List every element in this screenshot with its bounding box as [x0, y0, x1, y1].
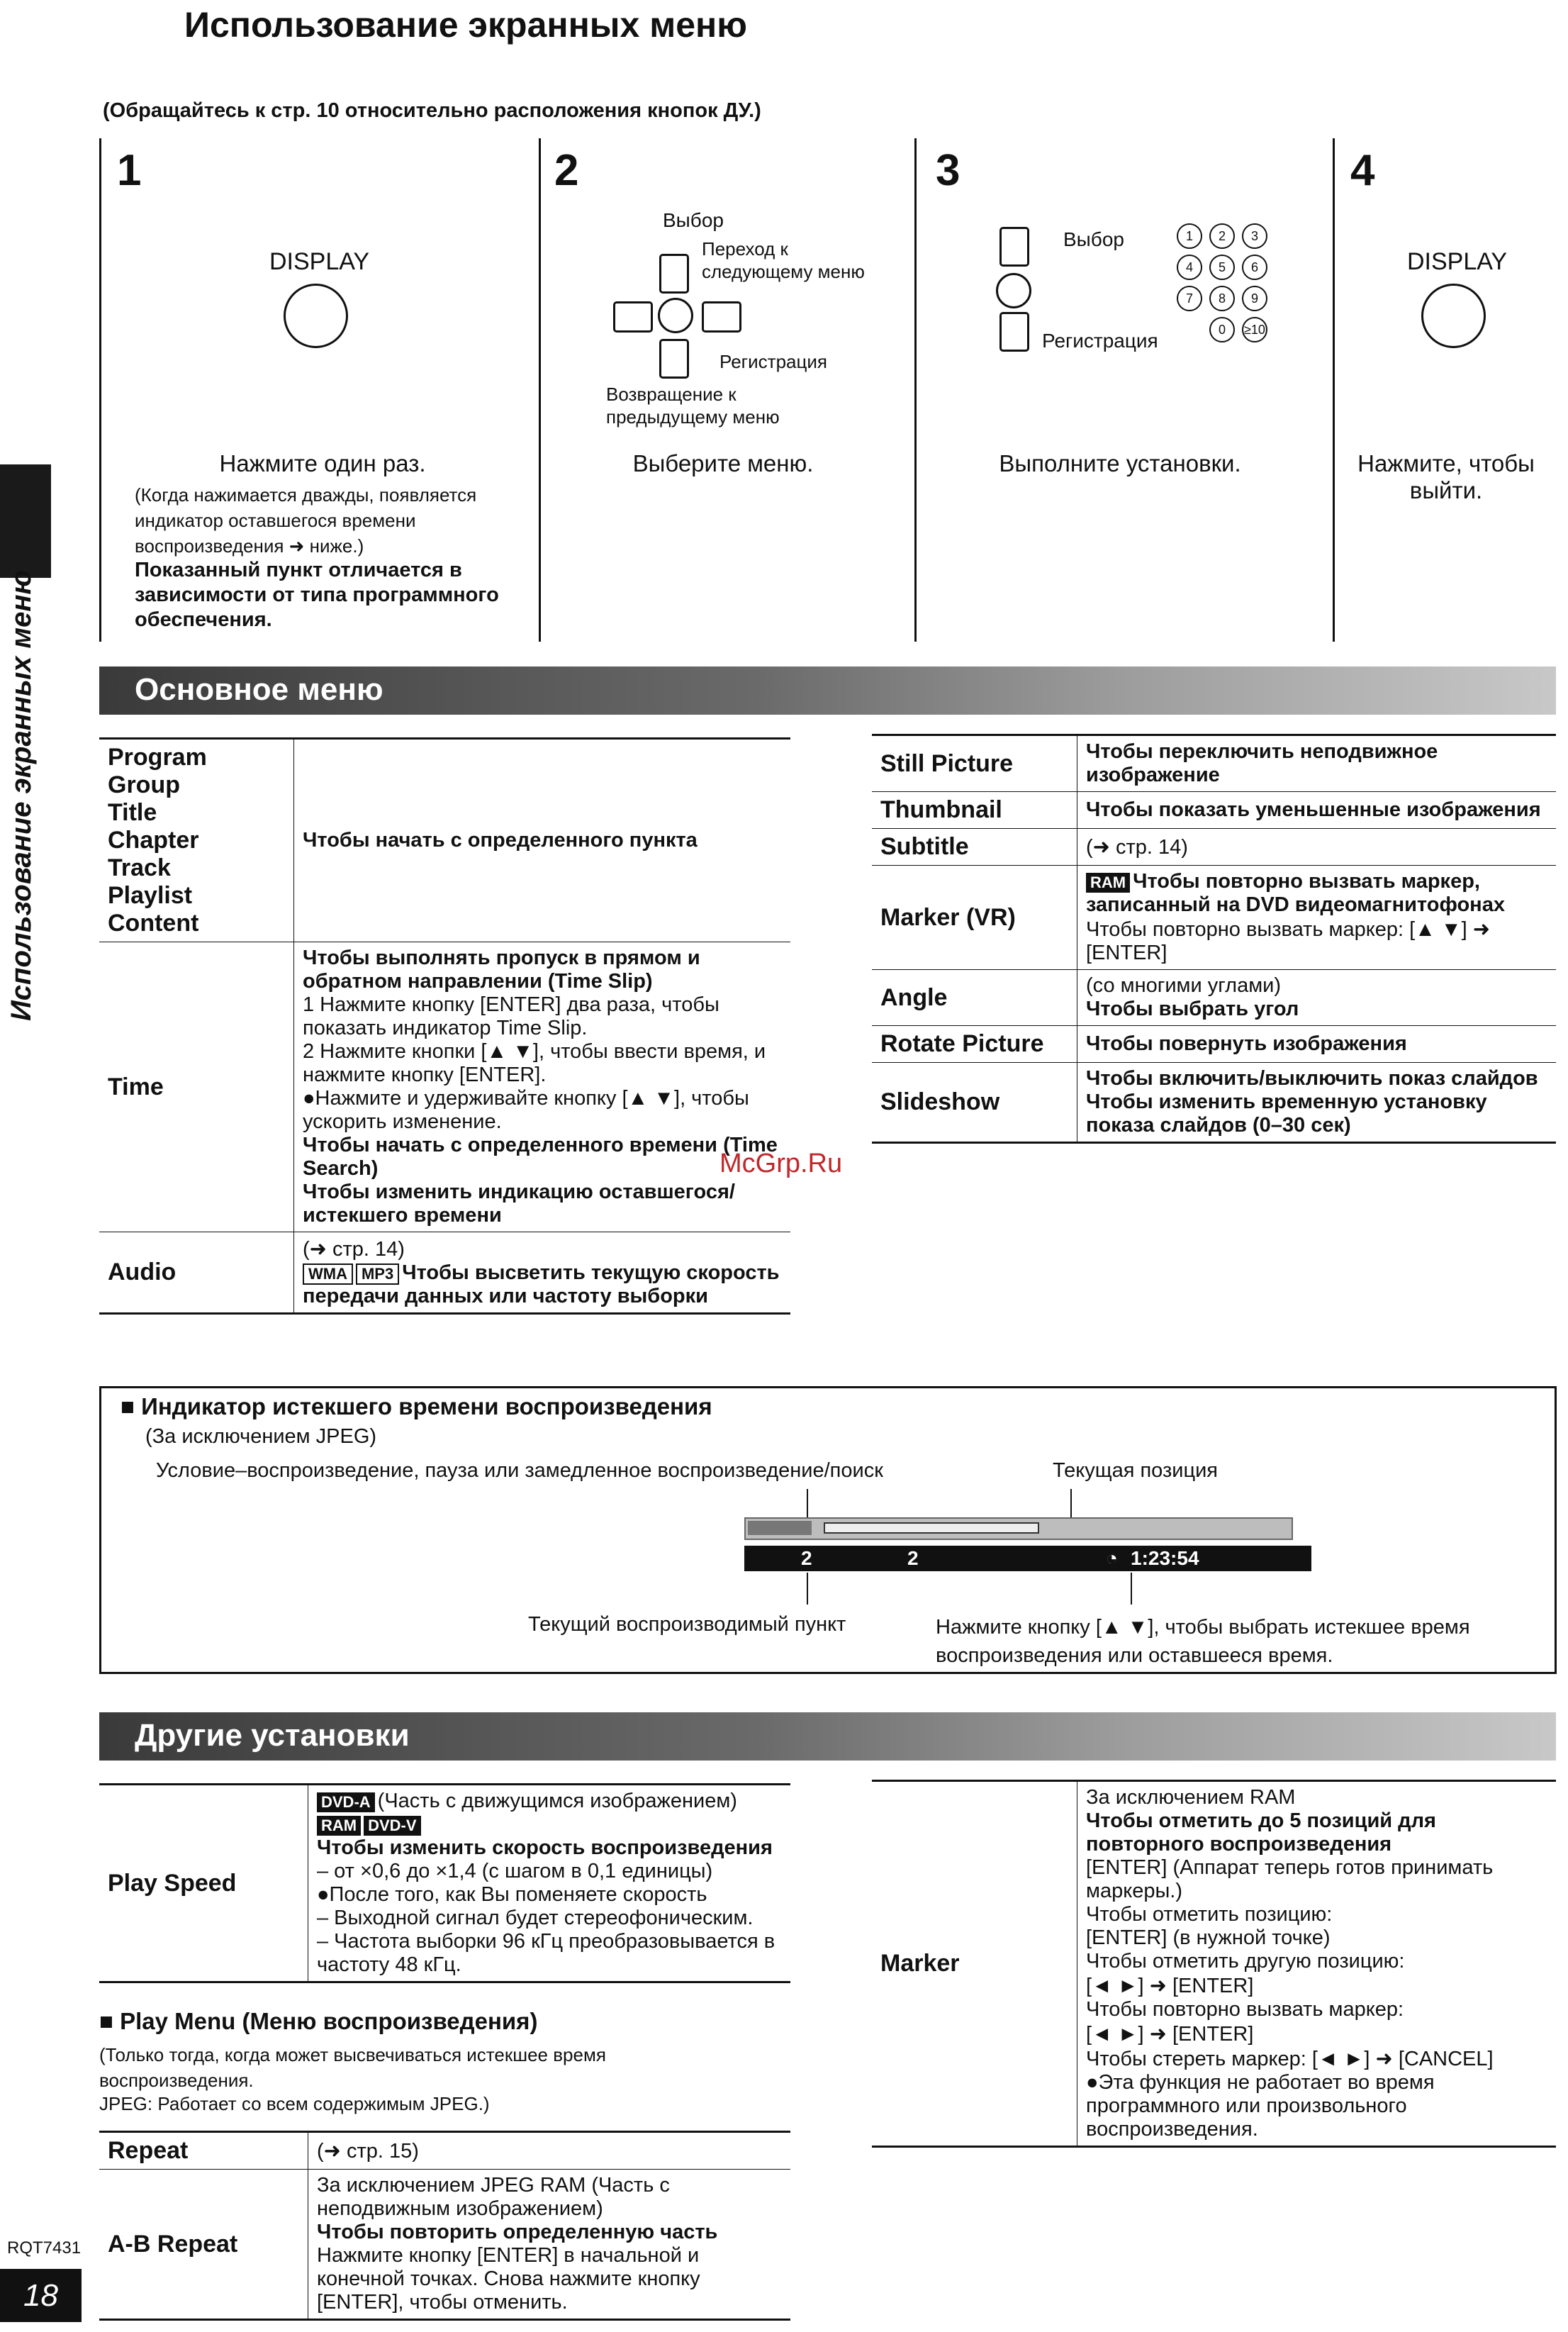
- cell-line-text: (➜ стр. 15): [317, 2140, 419, 2163]
- cell-line-text: – от ×0,6 до ×1,4 (с шагом в 0,1 единицы): [317, 1860, 713, 1882]
- section-heading-text: Основное меню: [135, 672, 383, 707]
- table-row: [872, 970, 1556, 1026]
- play-menu-heading: ■ Play Menu (Меню воспроизведения): [99, 2008, 538, 2034]
- media-tag: WMA: [303, 1263, 353, 1285]
- indicator-bar: [744, 1546, 1311, 1571]
- enter-key[interactable]: [658, 298, 693, 333]
- cell-line: [1086, 798, 1547, 822]
- keypad-key[interactable]: 8: [1209, 286, 1235, 311]
- row-label: Marker: [872, 1781, 1077, 2147]
- play-menu-jpeg-note: JPEG: Работает со всем содержимым JPEG.): [99, 2093, 490, 2114]
- row-label: Thumbnail: [872, 792, 1077, 829]
- side-tab-marker: [0, 464, 51, 578]
- table-row: [872, 829, 1556, 866]
- current-item-label: Текущий воспроизводимый пункт: [528, 1613, 846, 1636]
- page-number: 18: [0, 2269, 82, 2322]
- step-caption: Нажмите, чтобы выйти.: [1357, 450, 1535, 503]
- row-content: [308, 2132, 791, 2170]
- cell-line-text: [ENTER] (Аппарат теперь готов принимать маркеры.): [1086, 1856, 1494, 1902]
- cell-line-text: Чтобы повторно вызвать маркер: [▲ ▼] ➜ [ENTER]: [1086, 918, 1491, 964]
- play-speed-table: [99, 1783, 790, 1983]
- up-key[interactable]: [999, 227, 1029, 267]
- cell-line: [317, 1813, 782, 1836]
- table-row: [99, 1785, 790, 1982]
- cell-line: [317, 2138, 782, 2163]
- cell-line: [1086, 1809, 1547, 1856]
- label-select: Выбор: [663, 209, 724, 231]
- cell-line: [1086, 1926, 1547, 1950]
- side-section-label: Использование экранных меню: [6, 569, 37, 1021]
- row-label: Repeat: [99, 2132, 308, 2170]
- cell-line-text: Чтобы отметить позицию:: [1086, 1903, 1333, 1926]
- row-content: [1077, 792, 1557, 829]
- play-menu-table: [99, 2131, 790, 2321]
- table-row: [872, 1063, 1556, 1143]
- display-button[interactable]: [284, 284, 348, 348]
- row-content: [1077, 1781, 1557, 2147]
- cell-line-text: (со многими углами): [1086, 974, 1282, 997]
- cell-line-text: Чтобы показать уменьшенные изображения: [1086, 798, 1541, 821]
- step-note: (Когда нажимается дважды, появляется индикатор оставшегося времени воспроизведения ➜ ниже.): [135, 484, 477, 557]
- cell-line: [1086, 1950, 1547, 1973]
- cell-line: [1086, 1973, 1547, 1998]
- cell-line-text: За исключением JPEG RAM (Часть с неподвижным изображением): [317, 2174, 670, 2220]
- enter-key[interactable]: [996, 273, 1031, 308]
- cell-line: [317, 1836, 782, 1860]
- cell-line: [1086, 870, 1547, 917]
- keypad-key[interactable]: 6: [1242, 255, 1267, 280]
- page-title: Использование экранных меню: [184, 5, 747, 45]
- step-divider: [914, 138, 917, 642]
- table-row: [872, 792, 1556, 829]
- step-divider: [99, 138, 101, 642]
- row-label: Audio: [99, 1232, 294, 1314]
- display-label: DISPLAY: [269, 248, 370, 275]
- cell-line-text: Чтобы повернуть изображения: [1086, 1032, 1407, 1055]
- cell-line-text: 1 Нажмите кнопку [ENTER] два раза, чтобы показать индикатор Time Slip.: [303, 993, 719, 1039]
- step-caption: Выберите меню.: [632, 450, 814, 476]
- cell-line-text: Нажмите кнопку [ENTER] в начальной и конечной точках. Снова нажмите кнопку [ENTER], чтобы отменить.: [317, 2244, 700, 2314]
- keypad-key[interactable]: 5: [1209, 255, 1235, 280]
- table-row: [99, 1232, 790, 1314]
- cell-line-text: Чтобы повторно вызвать маркер, записанный на DVD видеомагнитофонах: [1086, 870, 1505, 916]
- table-row: [99, 2132, 790, 2170]
- cell-line: [303, 993, 782, 1040]
- model-code: RQT7431: [7, 2238, 82, 2258]
- cell-line: [317, 1907, 782, 1930]
- clock-icon: ◔: [1106, 1547, 1118, 1569]
- main-menu-table-left: [99, 737, 790, 1315]
- pointer-line: [807, 1489, 808, 1517]
- step-divider: [539, 138, 541, 642]
- cell-line-text: Чтобы начать с определенного времени (Time Search): [303, 1134, 778, 1180]
- step-number: 1: [117, 146, 142, 195]
- label-back-menu: Возвращение к предыдущему меню: [606, 384, 780, 428]
- cell-line: [317, 1790, 782, 1813]
- cell-line: [1086, 1067, 1547, 1090]
- cell-line: [1086, 1032, 1547, 1056]
- cell-line: [303, 1261, 782, 1308]
- row-label: Program Group Title Chapter Track Playlist Content: [99, 739, 294, 942]
- step-caption: Нажмите один раз.: [219, 450, 426, 476]
- up-key[interactable]: [659, 254, 689, 294]
- indicator-condition: Условие–воспроизведение, пауза или замедленное воспроизведение/поиск: [156, 1459, 883, 1482]
- cell-line-text: Чтобы отметить другую позицию:: [1086, 1950, 1405, 1973]
- cell-line: [1086, 998, 1547, 1021]
- cell-line: [1086, 1786, 1547, 1809]
- current-item-number: 2: [801, 1547, 812, 1569]
- cell-line: [317, 1860, 782, 1883]
- keypad-key[interactable]: 2: [1209, 223, 1235, 249]
- cell-line-text: Чтобы стереть маркер: [◄ ►] ➜ [CANCEL]: [1086, 2048, 1494, 2070]
- row-label: Play Speed: [99, 1785, 308, 1982]
- progress-fill: [824, 1522, 1039, 1534]
- row-content: [1077, 735, 1557, 792]
- row-label: Time: [99, 942, 294, 1232]
- cell-line-text: [◄ ►] ➜ [ENTER]: [1086, 2023, 1254, 2046]
- row-content: [1077, 829, 1557, 866]
- keypad-key[interactable]: 3: [1242, 223, 1267, 249]
- cell-line-text: (➜ стр. 14): [303, 1238, 405, 1261]
- cell-line-text: (➜ стр. 14): [1086, 836, 1188, 859]
- cell-line-text: ●Нажмите и удерживайте кнопку [▲ ▼], чтобы ускорить изменение.: [303, 1087, 749, 1133]
- cell-line-text: Чтобы повторно вызвать маркер:: [1086, 1998, 1404, 2021]
- cell-line-text: ●После того, как Вы поменяете скорость: [317, 1883, 707, 1906]
- pointer-line: [1070, 1489, 1072, 1517]
- section-heading-other-settings: [99, 1712, 1556, 1761]
- cell-line: [1086, 2021, 1547, 2046]
- cell-line-text: Чтобы изменить индикацию оставшегося/истекшего времени: [303, 1181, 735, 1227]
- row-content: [294, 1232, 791, 1314]
- table-row: [99, 2170, 790, 2320]
- row-content: [1077, 1026, 1557, 1063]
- row-label: Subtitle: [872, 829, 1077, 866]
- watermark: McGrp.Ru: [719, 1149, 843, 1178]
- cell-line-text: Чтобы изменить скорость воспроизведения: [317, 1836, 773, 1859]
- cell-line-text: – Выходной сигнал будет стереофоническим.: [317, 1907, 754, 1929]
- cell-line: [303, 1181, 782, 1227]
- cell-line: [1086, 917, 1547, 965]
- table-row: [872, 1026, 1556, 1063]
- row-label: Marker (VR): [872, 866, 1077, 970]
- cell-line: [303, 947, 782, 993]
- cell-line: [303, 829, 782, 852]
- row-label: Rotate Picture: [872, 1026, 1077, 1063]
- label-register: Регистрация: [719, 351, 827, 372]
- cell-line-text: Чтобы включить/выключить показ слайдов: [1086, 1067, 1538, 1090]
- keypad-key[interactable]: 0: [1209, 317, 1235, 342]
- play-state-icon: [748, 1521, 812, 1535]
- progress-bar: [744, 1517, 1293, 1540]
- row-label: A-B Repeat: [99, 2170, 308, 2320]
- media-tag: RAM: [1086, 873, 1130, 893]
- step-number: 3: [936, 146, 961, 195]
- cell-line: [1086, 2071, 1547, 2141]
- display-label: DISPLAY: [1407, 248, 1508, 275]
- step-divider: [1333, 138, 1335, 642]
- row-content: [1077, 866, 1557, 970]
- step-number: 2: [554, 146, 579, 195]
- cell-line: [317, 1883, 782, 1907]
- row-content: [294, 739, 791, 942]
- step-caption: Выполните установки.: [999, 450, 1241, 476]
- cell-line: [1086, 1090, 1547, 1137]
- label-register: Регистрация: [1042, 330, 1158, 352]
- cell-line: [1086, 2046, 1547, 2071]
- keypad-key[interactable]: 4: [1177, 255, 1202, 280]
- keypad-key[interactable]: ≥10: [1242, 317, 1267, 342]
- cell-line: [1086, 740, 1547, 787]
- time-readout: 1:23:54: [1131, 1547, 1199, 1569]
- cell-line-text: Чтобы отметить до 5 позиций для повторного воспроизведения: [1086, 1809, 1436, 1856]
- cell-line-text: ●Эта функция не работает во время программного или произвольного воспроизведения.: [1086, 2071, 1435, 2141]
- cell-line-text: Чтобы выбрать угол: [1086, 998, 1299, 1020]
- table-row: [872, 866, 1556, 970]
- cell-line-text: 2 Нажмите кнопки [▲ ▼], чтобы ввести время, и нажмите кнопку [ENTER].: [303, 1040, 766, 1086]
- pointer-line: [807, 1573, 808, 1605]
- cell-line-text: [◄ ►] ➜ [ENTER]: [1086, 1975, 1254, 1997]
- cell-line-text: (Часть с движущимся изображением): [377, 1790, 737, 1812]
- left-key[interactable]: [613, 301, 653, 333]
- cell-line: [303, 1237, 782, 1261]
- down-key[interactable]: [999, 312, 1029, 352]
- cell-line: [1086, 1903, 1547, 1926]
- cell-line: [1086, 835, 1547, 859]
- current-chapter-number: 2: [907, 1547, 919, 1569]
- table-row: [99, 942, 790, 1232]
- keypad-key[interactable]: 7: [1177, 286, 1202, 311]
- marker-table: [872, 1780, 1556, 2148]
- cell-line: [303, 1040, 782, 1087]
- row-content: [1077, 1063, 1557, 1143]
- row-content: [308, 1785, 791, 1982]
- cell-line: [1086, 974, 1547, 998]
- cell-line: [317, 2174, 782, 2221]
- row-content: [308, 2170, 791, 2320]
- cell-line-text: Чтобы изменить временную установку показа слайдов (0–30 сек): [1086, 1090, 1487, 1137]
- row-content: [294, 942, 791, 1232]
- media-tag: MP3: [356, 1263, 399, 1285]
- cell-line-text: Чтобы переключить неподвижное изображение: [1086, 740, 1438, 786]
- row-label: Still Picture: [872, 735, 1077, 792]
- cell-line: [1086, 1856, 1547, 1903]
- down-key[interactable]: [659, 339, 689, 379]
- cell-line-text: Чтобы высветить текущую скорость передачи данных или частоту выборки: [303, 1261, 780, 1307]
- step-number: 4: [1350, 146, 1375, 195]
- media-tag: DVD-A: [317, 1792, 375, 1812]
- cell-line: [1086, 1998, 1547, 2021]
- cell-line: [317, 1930, 782, 1977]
- cell-line: [317, 2221, 782, 2244]
- cell-line-text: [ENTER] (в нужной точке): [1086, 1926, 1331, 1949]
- cell-line: [303, 1134, 782, 1181]
- label-select: Выбор: [1063, 228, 1124, 250]
- indicator-heading: ■ Индикатор истекшего времени воспроизведения: [121, 1393, 712, 1419]
- row-content: [1077, 970, 1557, 1026]
- cell-line-text: Чтобы начать с определенного пункта: [303, 829, 698, 852]
- cell-line: [303, 1087, 782, 1134]
- cell-line: [317, 2244, 782, 2314]
- row-label: Angle: [872, 970, 1077, 1026]
- row-label: Slideshow: [872, 1063, 1077, 1143]
- keypad-key[interactable]: 9: [1242, 286, 1267, 311]
- indicator-except: (За исключением JPEG): [145, 1425, 377, 1448]
- cell-line-text: Чтобы выполнять пропуск в прямом и обратном направлении (Time Slip): [303, 947, 700, 993]
- main-menu-table-right: [872, 734, 1556, 1144]
- media-tag: RAM: [317, 1816, 361, 1836]
- label-next-menu: Переход к следующему меню: [702, 238, 865, 282]
- cell-line-text: Чтобы повторить определенную часть: [317, 2221, 718, 2243]
- cell-line-text: За исключением RAM: [1086, 1786, 1296, 1809]
- remote-reference-note: (Обращайтесь к стр. 10 относительно расположения кнопок ДУ.): [103, 99, 761, 122]
- keypad-key[interactable]: 1: [1177, 223, 1202, 249]
- indicator-current-position: Текущая позиция: [1053, 1459, 1218, 1482]
- section-heading-main-menu: [99, 666, 1556, 715]
- right-key[interactable]: [702, 301, 741, 333]
- media-tag: DVD-V: [364, 1816, 420, 1836]
- section-heading-text: Другие установки: [135, 1718, 410, 1753]
- table-row: [99, 739, 790, 942]
- step-bold-note: Показанный пункт отличается в зависимости от типа программного обеспечения.: [135, 559, 499, 631]
- table-row: [872, 735, 1556, 792]
- pointer-line: [1131, 1573, 1132, 1605]
- cell-line-text: – Частота выборки 96 кГц преобразовывается в частоту 48 кГц.: [317, 1930, 775, 1976]
- table-row: [872, 1781, 1556, 2147]
- play-menu-note: (Только тогда, когда может высвечиваться истекшее время воспроизведения.: [99, 2044, 606, 2091]
- press-note: Нажмите кнопку [▲ ▼], чтобы выбрать истекшее время воспроизведения или оставшееся время.: [936, 1616, 1470, 1667]
- display-button[interactable]: [1421, 284, 1486, 348]
